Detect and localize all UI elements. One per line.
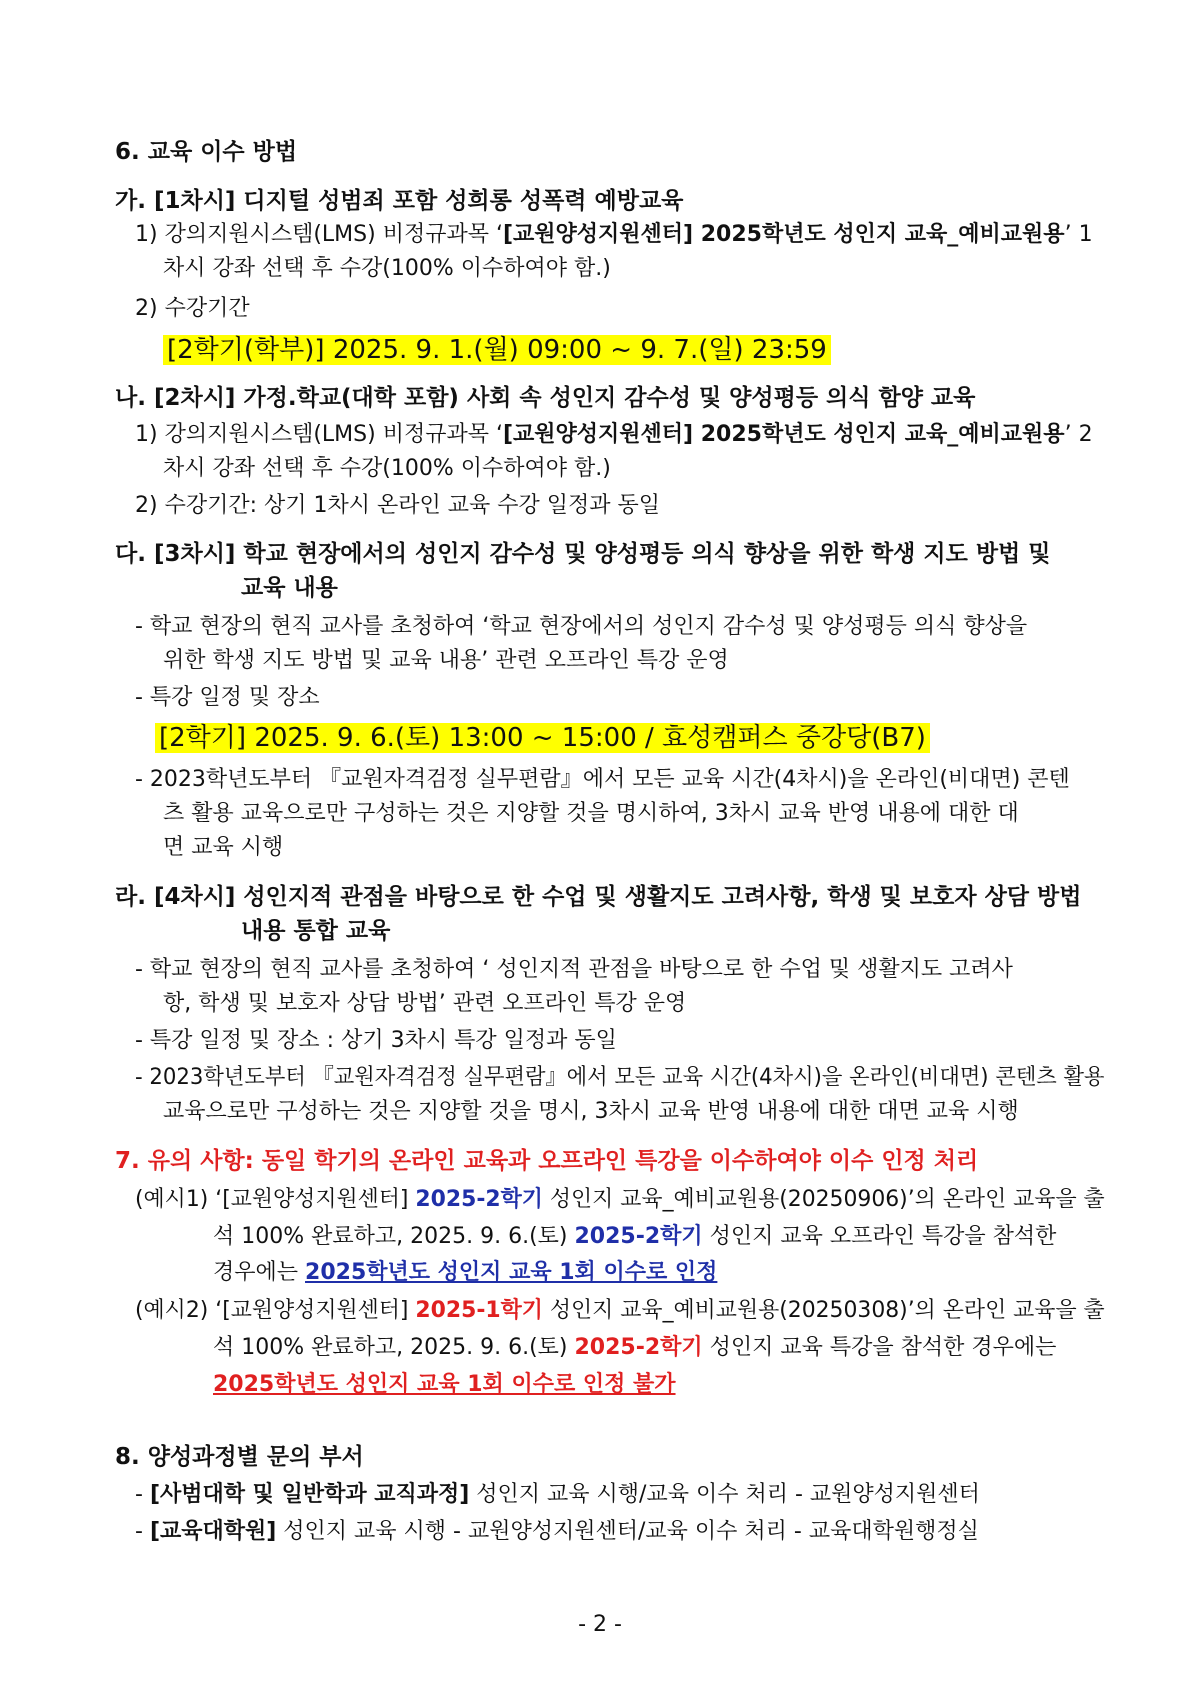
ex1-l1-c: 성인지 교육_예비교원용(20250906)’의 온라인 교육을 출 [542,1187,1105,1212]
subsection-ga-title: 가. [1차시] 디지털 성범죄 포함 성희롱 성폭력 예방교육 [115,188,684,214]
contact-row-2: - [교육대학원] 성인지 교육 시행 - 교원양성지원센터/교육 이수 처리 - 교육대학원행정실 [135,1519,979,1544]
contact-1-program: [사범대학 및 일반학과 교직과정] [149,1482,470,1507]
ga-item-1 [135,220,1093,250]
ex2-result: 2025학년도 성인지 교육 1회 이수로 인정 불가 [213,1372,676,1397]
na-item-1 [135,420,1093,450]
example-1-line-2 [213,1222,1056,1252]
da-bullet-3-cont2: 면 교육 시행 [163,835,284,860]
ga-course-name: [교원양성지원센터] 2025학년도 성인지 교육_예비교원용 [502,222,1065,247]
section-8-title: 8. 양성과정별 문의 부서 [115,1444,364,1470]
da-schedule-highlight [155,721,930,757]
ra-bullet-3: - 2023학년도부터 『교원자격검정 실무편람』에서 모든 교육 시간(4차시)을 온라인(비대면) 콘텐츠 활용 [135,1065,1105,1090]
ex1-l2-c: 성인지 교육 오프라인 특강을 참석한 [702,1224,1057,1249]
ga-item-1-cont: 차시 강좌 선택 후 수강(100% 이수하여야 함.) [163,256,611,281]
ex2-special-semester: 2025-2학기 [574,1335,703,1360]
subsection-da-title: 다. [3차시] 학교 현장에서의 성인지 감수성 및 양성평등 의식 향상을 위한 학생 지도 방법 및 [115,541,1051,567]
contact-2-program: [교육대학원] [149,1519,277,1544]
ga-item-1-prefix: 1) 강의지원시스템(LMS) 비정규과목 ‘ [135,222,503,247]
subsection-da-title-cont: 교육 내용 [241,575,338,601]
na-item-1-suffix: ’ 2 [1064,422,1093,447]
ex1-semester: 2025-2학기 [415,1187,543,1212]
contact-1-text: 성인지 교육 시행/교육 이수 처리 - 교원양성지원센터 [469,1482,980,1507]
example-2-line-2 [213,1333,1056,1363]
na-item-1-cont: 차시 강좌 선택 후 수강(100% 이수하여야 함.) [163,456,611,481]
ga-item-2: 2) 수강기간 [135,296,250,321]
page-number: - 2 - [578,1612,622,1637]
ex2-l1-a: (예시2) ‘[교원양성지원센터] [135,1298,416,1323]
contact-2-text: 성인지 교육 시행 - 교원양성지원센터/교육 이수 처리 - 교육대학원행정실 [276,1519,979,1544]
ex1-l1-a: (예시1) ‘[교원양성지원센터] [135,1187,416,1212]
ex1-l3-a: 경우에는 [213,1260,306,1285]
example-1-line-1 [135,1185,1105,1215]
example-2-line-1 [135,1296,1105,1326]
ga-item-1-suffix: ’ 1 [1064,222,1093,247]
ex2-semester: 2025-1학기 [415,1298,543,1323]
da-schedule: [2학기] 2025. 9. 6.(토) 13:00 ~ 15:00 / 효성캠퍼스 중강당(B7) [155,723,930,753]
example-1-line-3 [213,1258,717,1288]
ex2-l2-c: 성인지 교육 특강을 참석한 경우에는 [702,1335,1057,1360]
subsection-ra-title-cont: 내용 통합 교육 [241,918,391,944]
ra-bullet-1: - 학교 현장의 현직 교사를 초청하여 ‘ 성인지적 관점을 바탕으로 한 수업 및 생활지도 고려사 [135,957,1013,982]
section-6-title: 6. 교육 이수 방법 [115,139,298,165]
ex1-special-semester: 2025-2학기 [574,1224,703,1249]
ra-bullet-3-cont: 교육으로만 구성하는 것은 지양할 것을 명시, 3차시 교육 반영 내용에 대한 대면 교육 시행 [163,1099,1019,1124]
na-item-1-prefix: 1) 강의지원시스템(LMS) 비정규과목 ‘ [135,422,503,447]
ex2-l1-c: 성인지 교육_예비교원용(20250308)’의 온라인 교육을 출 [542,1298,1105,1323]
ra-bullet-1-cont: 항, 학생 및 보호자 상담 방법’ 관련 오프라인 특강 운영 [163,991,687,1016]
da-bullet-2: - 특강 일정 및 장소 [135,685,320,710]
subsection-na-title: 나. [2차시] 가정.학교(대학 포함) 사회 속 성인지 감수성 및 양성평등 의식 함양 교육 [115,385,976,411]
da-bullet-1-cont: 위한 학생 지도 방법 및 교육 내용’ 관련 오프라인 특강 운영 [163,648,729,673]
ex1-result: 2025학년도 성인지 교육 1회 이수로 인정 [305,1260,718,1285]
na-item-2: 2) 수강기간: 상기 1차시 온라인 교육 수강 일정과 동일 [135,493,660,518]
da-bullet-3: - 2023학년도부터 『교원자격검정 실무편람』에서 모든 교육 시간(4차시)을 온라인(비대면) 콘텐 [135,767,1070,792]
section-7-title: 7. 유의 사항: 동일 학기의 온라인 교육과 오프라인 특강을 이수하여야 이수 인정 처리 [115,1148,979,1174]
subsection-ra-title: 라. [4차시] 성인지적 관점을 바탕으로 한 수업 및 생활지도 고려사항, 학생 및 보호자 상담 방법 [115,884,1082,910]
na-course-name: [교원양성지원센터] 2025학년도 성인지 교육_예비교원용 [502,422,1065,447]
ex2-l2-a: 석 100% 완료하고, 2025. 9. 6.(토) [213,1335,575,1360]
da-bullet-1: - 학교 현장의 현직 교사를 초청하여 ‘학교 현장에서의 성인지 감수성 및 양성평등 의식 향상을 [135,614,1028,639]
contact-row-1: - [사범대학 및 일반학과 교직과정] 성인지 교육 시행/교육 이수 처리 - 교원양성지원센터 [135,1482,980,1507]
ra-bullet-2: - 특강 일정 및 장소 : 상기 3차시 특강 일정과 동일 [135,1028,617,1053]
ex1-l2-a: 석 100% 완료하고, 2025. 9. 6.(토) [213,1224,575,1249]
ga-period-highlight [163,333,831,369]
ga-period: [2학기(학부)] 2025. 9. 1.(월) 09:00 ~ 9. 7.(일) 23:59 [163,335,831,365]
da-bullet-3-cont: 츠 활용 교육으로만 구성하는 것은 지양할 것을 명시하여, 3차시 교육 반영 내용에 대한 대 [163,801,1019,826]
